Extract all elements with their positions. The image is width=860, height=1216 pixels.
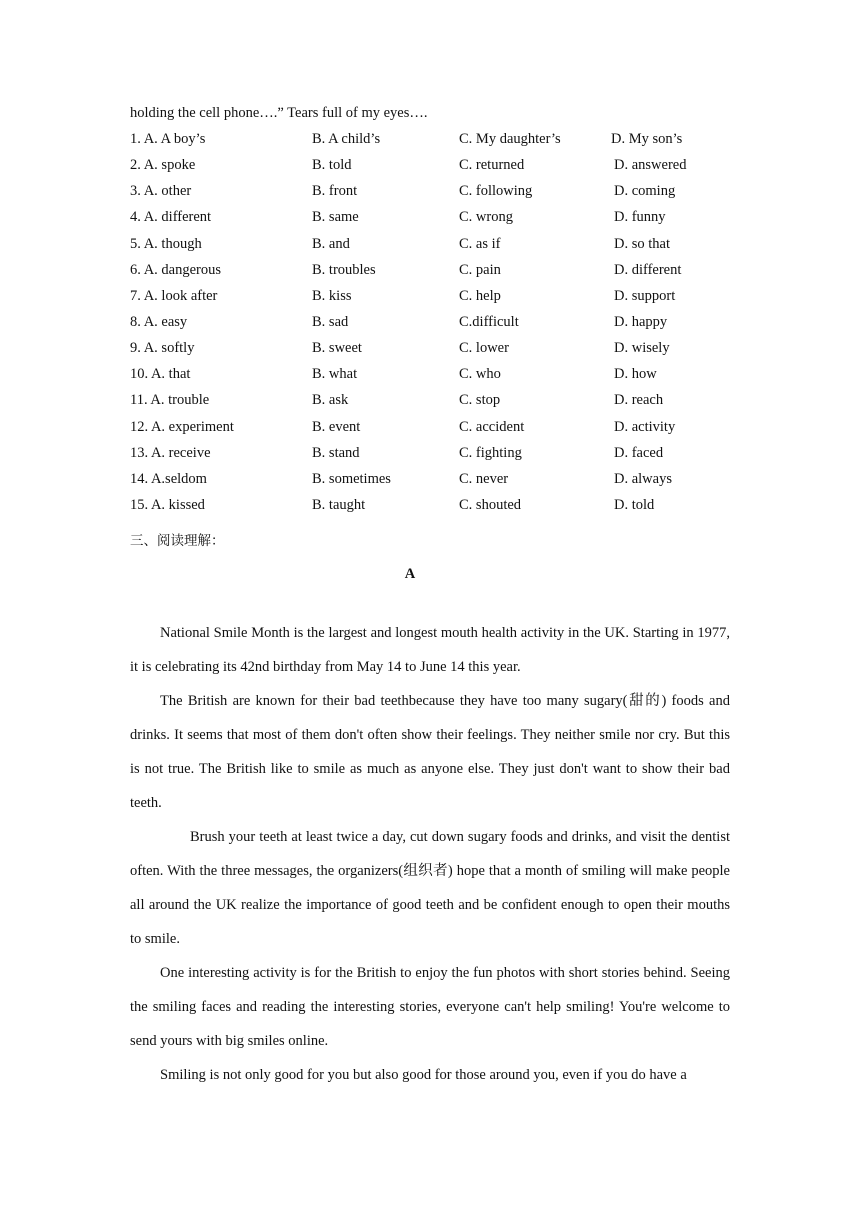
option-a: 13. A. receive <box>130 444 211 461</box>
option-row <box>130 130 730 156</box>
option-a: 8. A. easy <box>130 313 188 330</box>
option-a: 2. A. spoke <box>130 157 196 174</box>
option-b: B. sweet <box>312 340 362 357</box>
option-a: 7. A. look after <box>130 287 218 304</box>
paragraph: National Smile Month is the largest and longest mouth health activity in the UK. Starting in 1977, it is celebrating its 42nd birthday from May 14 to June 14 this year. <box>130 625 730 675</box>
option-c: C. pain <box>459 261 501 278</box>
option-b: B. same <box>312 209 359 226</box>
option-row <box>130 418 730 444</box>
reading-passage <box>130 616 730 1092</box>
option-d: D. activity <box>614 418 676 435</box>
option-b: B. stand <box>312 444 360 461</box>
option-a: 10. A. that <box>130 366 191 383</box>
paragraph: Smiling is not only good for you but also good for those around you, even if you do have a <box>160 1067 687 1083</box>
option-d: D. wisely <box>614 340 670 357</box>
lead-line: holding the cell phone….” Tears full of my eyes…. <box>130 105 428 121</box>
option-b: B. troubles <box>312 261 376 278</box>
option-b: B. event <box>312 418 361 435</box>
option-row <box>130 496 730 522</box>
option-c: C. lower <box>459 340 509 357</box>
option-d: D. happy <box>614 313 668 330</box>
option-a: 12. A. experiment <box>130 418 234 435</box>
option-row <box>130 208 730 234</box>
option-b: B. and <box>312 235 350 252</box>
cloze-options <box>130 130 730 522</box>
option-c: C. accident <box>459 418 525 435</box>
option-row <box>130 339 730 365</box>
option-a: 6. A. dangerous <box>130 261 222 278</box>
option-d: D. told <box>614 496 655 513</box>
option-b: B. sometimes <box>312 470 391 487</box>
option-row <box>130 444 730 470</box>
option-b: B. A child’s <box>312 131 381 147</box>
option-c: C.difficult <box>459 313 519 330</box>
option-b: B. told <box>312 157 352 174</box>
option-row <box>130 182 730 208</box>
option-d: D. support <box>614 287 676 304</box>
option-a: 5. A. though <box>130 235 202 252</box>
option-d: D. different <box>614 261 682 278</box>
option-b: B. taught <box>312 496 366 513</box>
option-a: 15. A. kissed <box>130 496 205 513</box>
option-row <box>130 313 730 339</box>
option-b: B. sad <box>312 313 349 330</box>
option-row <box>130 235 730 261</box>
option-c: C. stop <box>459 392 501 409</box>
option-d: D. how <box>614 366 657 383</box>
option-c: C. following <box>459 183 533 200</box>
option-row <box>130 287 730 313</box>
option-b: B. kiss <box>312 287 352 304</box>
option-row <box>130 470 730 496</box>
option-d: D. faced <box>614 444 664 461</box>
option-c: C. returned <box>459 157 525 174</box>
option-c: C. wrong <box>459 209 513 226</box>
option-d: D. answered <box>614 157 687 174</box>
option-a: 9. A. softly <box>130 340 195 357</box>
option-c: C. help <box>459 287 501 304</box>
option-a: 1. A. A boy’s <box>130 131 206 147</box>
option-d: D. so that <box>614 235 670 252</box>
option-d: D. My son’s <box>611 131 683 147</box>
option-c: C. shouted <box>459 496 522 513</box>
option-c: C. fighting <box>459 444 522 461</box>
option-c: C. never <box>459 470 509 487</box>
option-b: B. what <box>312 366 358 383</box>
passage-title: A <box>404 566 416 582</box>
option-a: 11. A. trouble <box>130 392 210 409</box>
paragraph: One interesting activity is for the British to enjoy the fun photos with short stories behind. Seeing the smiling faces and reading the interesting stories, everyone can't help smiling! You're welcome to send yours with big smiles online. <box>130 965 730 1049</box>
option-d: D. coming <box>614 183 676 200</box>
option-row <box>130 261 730 287</box>
option-c: C. who <box>459 366 501 383</box>
paragraph: The British are known for their bad teethbecause they have too many sugary(甜的) foods and drinks. It seems that most of them don't often show their feelings. They neither smile nor cry. But this is not true. The British like to smile as much as anyone else. They just don't want to show their bad teeth. <box>130 693 730 811</box>
option-d: D. always <box>614 470 672 487</box>
option-c: C. My daughter’s <box>459 131 561 147</box>
option-a: 3. A. other <box>130 183 192 200</box>
option-a: 14. A.seldom <box>130 470 207 487</box>
option-d: D. funny <box>614 209 666 226</box>
option-b: B. front <box>312 183 358 200</box>
option-d: D. reach <box>614 392 664 409</box>
option-row <box>130 156 730 182</box>
option-row <box>130 365 730 391</box>
option-b: B. ask <box>312 392 349 409</box>
option-row <box>130 391 730 417</box>
section-heading: 三、阅读理解： <box>130 533 225 549</box>
option-c: C. as if <box>459 235 501 252</box>
option-a: 4. A. different <box>130 209 212 226</box>
paragraph: Brush your teeth at least twice a day, cut down sugary foods and drinks, and visit the dentist often. With the three messages, the organizers(组织者) hope that a month of smiling will make people all around the UK realize the importance of good teeth and be confident enough to open their mouths to smile. <box>130 829 730 947</box>
